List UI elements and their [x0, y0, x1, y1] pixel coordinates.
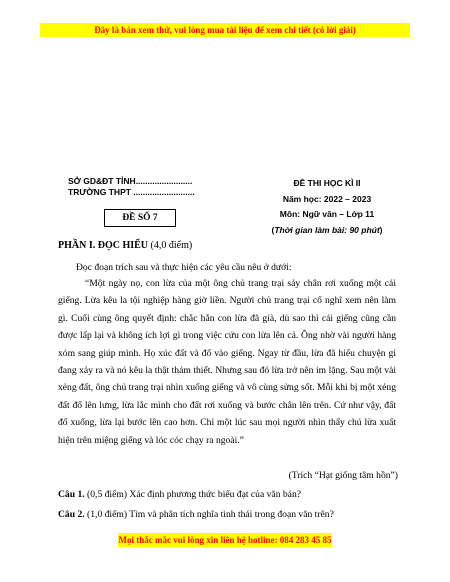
question-1 — [58, 489, 301, 500]
subject-line: Môn: Ngữ văn – Lớp 11 — [279, 209, 375, 219]
exam-title: ĐỀ THI HỌC KÌ II — [293, 178, 361, 188]
preview-banner: Đây là bản xem thử, vui lòng mua tài liệu để xem chi tiết (có lời giải) — [40, 23, 410, 37]
school-year: Năm học: 2022 – 2023 — [282, 193, 372, 204]
question-2-label: Câu 2. — [58, 509, 85, 520]
question-1-label: Câu 1. — [58, 489, 85, 500]
reading-passage: “Một ngày nọ, con lừa của một ông chủ trang trại sảy chân rơi xuống một cái giếng. Lừa kêu la tội nghiệp hàng giờ liền. Người chủ trang trại cố nghĩ xem nên làm gì. Cuối cùng ông quyết định: chắc hẳn con lừa đã già, dù sao thì cái giếng cũng cần được lấp lại và không ích lợi gì trong việc cứu con lừa lên cả. Ông nhờ vài người hàng xóm sang giúp mình. Họ xúc đất và đổ vào giếng. Ngay từ đầu, lừa đã hiểu chuyện gì đang xảy ra và nó kêu la thật thảm thiết. Nhưng sau đó lừa trở nên im lặng. Sau một vài xẻng đất, ông chủ trang trại nhìn xuống giếng và vô cùng sửng sốt. Mỗi khi bị một xẻng đất đổ lên lưng, lừa lắc mình cho đất rơi xuống và bước chân lên trên. Cứ như vậy, đất đổ xuống, lừa lại bước lên cao hơn. Chỉ một lúc sau mọi người nhìn thấy chú lừa xuất hiện trên miệng giếng và lóc cóc chạy ra ngoài.” — [58, 278, 396, 446]
question-2 — [58, 509, 334, 520]
question-1-text: (0,5 điểm) Xác định phương thức biểu đạt của văn bản? — [84, 489, 301, 500]
header-right — [252, 176, 402, 238]
time-open-paren: ( — [271, 224, 275, 235]
exam-code-box: ĐỀ SỐ 7 — [104, 209, 176, 227]
section-points: (4,0 điểm) — [148, 240, 193, 251]
passage-source: (Trích “Hạt giống tâm hồn”) — [288, 470, 398, 481]
header-left — [68, 176, 238, 198]
department-line: SỞ GD&ĐT TỈNH........................ — [68, 176, 193, 186]
time-text: Thời gian làm bài: 90 phút — [274, 224, 380, 235]
hotline-banner: Mọi thắc mắc vui lòng xin liên hệ hotline: 084 283 45 85 — [118, 535, 332, 545]
time-close-paren: ) — [379, 224, 383, 235]
question-2-text: (1,0 điểm) Tìm và phân tích nghĩa tình thái trong đoạn văn trên? — [84, 509, 334, 520]
section-title — [58, 240, 192, 251]
instruction-text: Đọc đoạn trích sau và thực hiện các yêu cầu nêu ở dưới: — [76, 262, 292, 273]
section-title-text: PHẦN I. ĐỌC HIỂU — [58, 240, 149, 251]
school-line: TRƯỜNG THPT .......................... — [68, 187, 195, 197]
time-line — [252, 223, 402, 239]
